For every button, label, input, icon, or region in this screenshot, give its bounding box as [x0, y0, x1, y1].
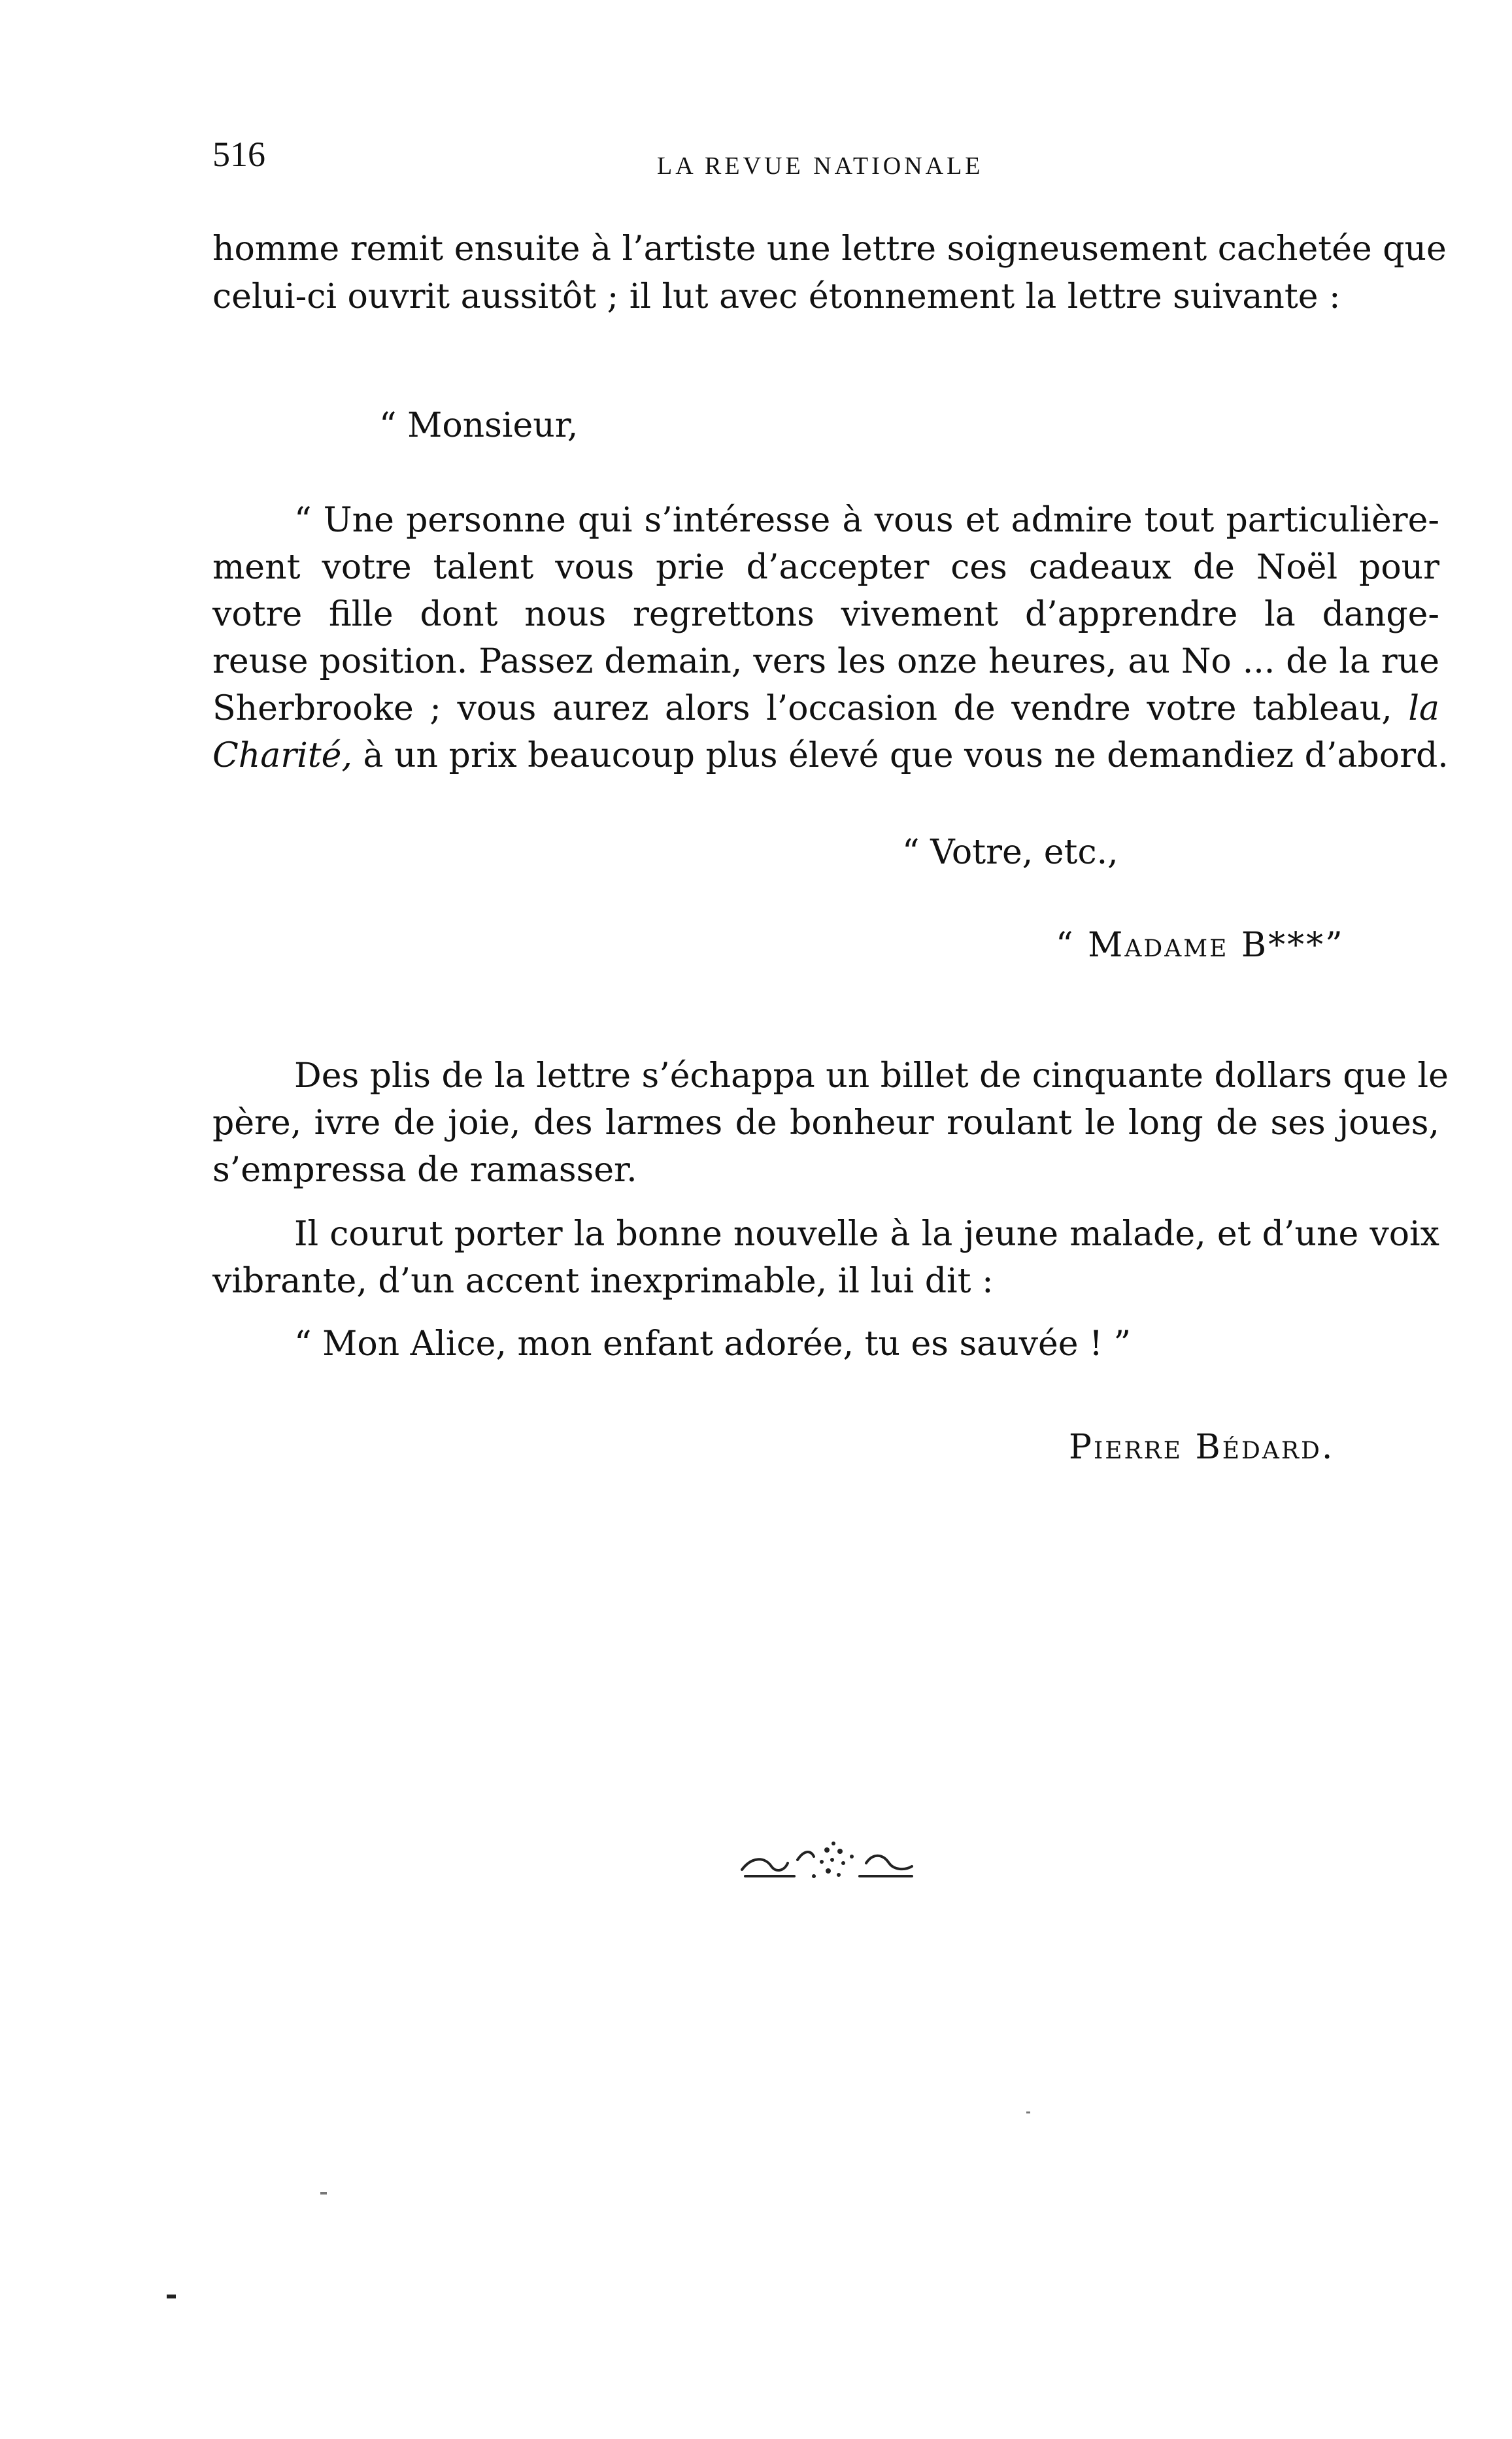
- letter-line-text: Sherbrooke ; vous aurez alors l’occasion de vendre votre tableau,: [212, 689, 1392, 728]
- letter-salutation: “ Monsieur,: [379, 406, 579, 445]
- paragraph-line: père, ivre de joie, des larmes de bonheur roulant le long de ses joues,: [212, 1103, 1439, 1143]
- ornament-icon: [735, 1830, 918, 1889]
- italic-word: la: [1408, 689, 1439, 728]
- speck: [320, 2192, 327, 2195]
- letter-line: [212, 732, 1449, 779]
- speck: [1026, 2111, 1030, 2113]
- paragraph-line: s’empressa de ramasser.: [212, 1151, 637, 1190]
- paragraph-line: vibrante, d’un accent inexprimable, il lui dit :: [212, 1262, 994, 1301]
- letter-line: ment votre talent vous prie d’accepter ces cadeaux de Noël pour: [212, 548, 1439, 587]
- page-number: 516: [212, 135, 265, 174]
- letter-line: votre fille dont nous regrettons vivement d’apprendre la dange-: [212, 595, 1439, 634]
- running-title: LA REVUE NATIONALE: [657, 152, 984, 180]
- italic-word: Charité,: [212, 736, 352, 775]
- paragraph-line: Des plis de la lettre s’échappa un billet de cinquante dollars que le: [294, 1056, 1449, 1096]
- paragraph-line: Il courut porter la bonne nouvelle à la jeune malade, et d’une voix: [294, 1215, 1439, 1254]
- letter-line: [212, 685, 1439, 732]
- paragraph-line: homme remit ensuite à l’artiste une lettre soigneusement cachetée que: [212, 229, 1447, 269]
- letter-line: reuse position. Passez demain, vers les onze heures, au No ... de la rue: [212, 642, 1439, 681]
- paragraph-line: celui-ci ouvrit aussitôt ; il lut avec étonnement la lettre suivante :: [212, 277, 1341, 316]
- quote-line: “ Mon Alice, mon enfant adorée, tu es sauvée ! ”: [294, 1324, 1132, 1364]
- letter-line: “ Une personne qui s’intéresse à vous et admire tout particulière-: [294, 501, 1439, 540]
- letter-line-text: à un prix beaucoup plus élevé que vous ne demandiez d’abord.: [363, 736, 1449, 775]
- letter-signature: “ Madame B***”: [1056, 926, 1345, 965]
- letter-closing: “ Votre, etc.,: [902, 833, 1118, 872]
- author-signature: Pierre Bédard.: [1069, 1428, 1335, 1467]
- speck: [167, 2295, 176, 2298]
